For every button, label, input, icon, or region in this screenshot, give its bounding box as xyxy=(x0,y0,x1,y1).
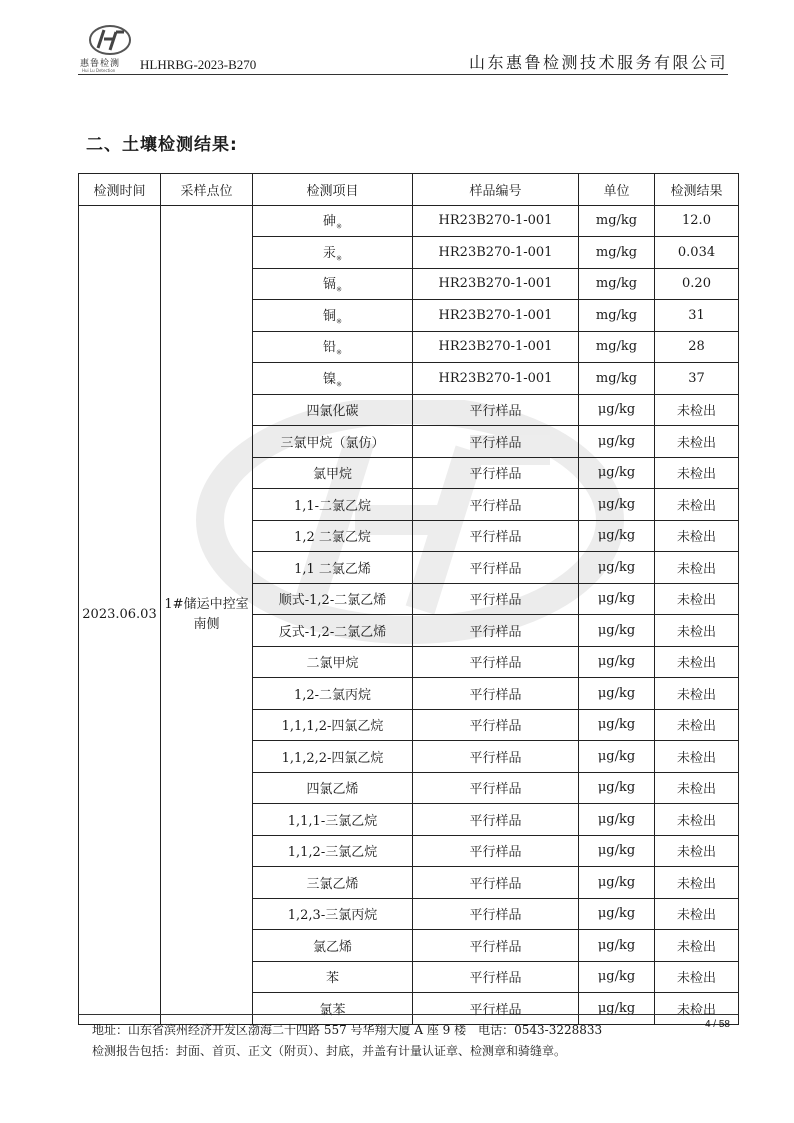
logo-english-text: Hui Lu Detection xyxy=(82,68,116,73)
result-cell: 未检出 xyxy=(655,898,739,930)
result-cell: 37 xyxy=(655,363,739,395)
test-item-cell xyxy=(253,205,413,237)
test-item-cell xyxy=(253,489,413,521)
test-item-cell xyxy=(253,741,413,773)
sample-id-cell: 平行样品 xyxy=(413,552,579,584)
result-cell: 未检出 xyxy=(655,678,739,710)
test-item-cell xyxy=(253,457,413,489)
test-item-name: 1,1,2-三氯乙烷 xyxy=(287,845,378,861)
test-item-cell xyxy=(253,772,413,804)
unit-cell: μg/kg xyxy=(579,520,655,552)
page-header xyxy=(78,22,728,74)
test-item-name: 三氯甲烷（氯仿） xyxy=(280,435,385,451)
sample-id-cell: 平行样品 xyxy=(413,678,579,710)
sample-id-cell: 平行样品 xyxy=(413,709,579,741)
test-item-cell xyxy=(253,583,413,615)
sample-id-cell: 平行样品 xyxy=(413,961,579,993)
test-item-name: 1,1,1,2-四氯乙烷 xyxy=(281,719,384,735)
sample-id-cell: 平行样品 xyxy=(413,835,579,867)
test-item-cell xyxy=(253,552,413,584)
test-item-name: 四氯乙烯 xyxy=(306,782,359,798)
column-header: 采样点位 xyxy=(161,174,253,206)
result-cell: 未检出 xyxy=(655,489,739,521)
result-cell: 未检出 xyxy=(655,394,739,426)
result-cell: 未检出 xyxy=(655,520,739,552)
unit-cell: μg/kg xyxy=(579,709,655,741)
report-number: HLHRBG-2023-B270 xyxy=(140,57,257,72)
unit-cell: μg/kg xyxy=(579,898,655,930)
result-cell: 未检出 xyxy=(655,583,739,615)
test-item-cell xyxy=(253,331,413,363)
sample-id-cell: HR23B270-1-001 xyxy=(413,363,579,395)
sample-id-cell: 平行样品 xyxy=(413,867,579,899)
test-item-name: 四氯化碳 xyxy=(306,404,359,420)
table-row xyxy=(79,205,739,237)
result-cell: 0.034 xyxy=(655,237,739,269)
test-item-name: 1,2-二氯丙烷 xyxy=(293,687,372,703)
sample-id-cell: 平行样品 xyxy=(413,646,579,678)
test-item-cell xyxy=(253,867,413,899)
test-item-name: 汞 xyxy=(323,245,337,261)
section-title: 二、土壤检测结果: xyxy=(86,135,238,155)
test-item-cell xyxy=(253,898,413,930)
table-body xyxy=(79,205,739,1024)
test-item-name: 镉 xyxy=(323,277,337,293)
result-cell: 未检出 xyxy=(655,961,739,993)
test-item-name: 氯甲烷 xyxy=(312,467,352,483)
unit-cell: mg/kg xyxy=(579,205,655,237)
test-item-name: 氯乙烯 xyxy=(312,939,352,955)
test-item-name: 镍 xyxy=(323,371,337,387)
column-header: 检测结果 xyxy=(655,174,739,206)
result-cell: 未检出 xyxy=(655,772,739,804)
sample-id-cell: HR23B270-1-001 xyxy=(413,268,579,300)
test-item-cell xyxy=(253,930,413,962)
unit-cell: mg/kg xyxy=(579,331,655,363)
test-item-cell xyxy=(253,237,413,269)
unit-cell: μg/kg xyxy=(579,772,655,804)
test-date-cell: 2023.06.03 xyxy=(79,205,161,1024)
page-footer xyxy=(78,1014,738,1058)
sample-id-cell: 平行样品 xyxy=(413,520,579,552)
test-item-name: 苯 xyxy=(325,971,339,987)
result-cell: 未检出 xyxy=(655,867,739,899)
sampling-location-cell: 1#储运中控室南侧 xyxy=(161,205,253,1024)
test-item-name: 砷 xyxy=(323,214,337,230)
test-item-name: 三氯乙烯 xyxy=(306,876,359,892)
sample-id-cell: 平行样品 xyxy=(413,457,579,489)
result-cell: 0.20 xyxy=(655,268,739,300)
header-divider xyxy=(78,74,728,75)
column-header: 检测项目 xyxy=(253,174,413,206)
unit-cell: μg/kg xyxy=(579,930,655,962)
test-item-cell xyxy=(253,394,413,426)
column-header: 样品编号 xyxy=(413,174,579,206)
unit-cell: μg/kg xyxy=(579,961,655,993)
test-item-cell xyxy=(253,268,413,300)
result-cell: 28 xyxy=(655,331,739,363)
result-cell: 未检出 xyxy=(655,426,739,458)
sample-id-cell: 平行样品 xyxy=(413,772,579,804)
test-item-cell xyxy=(253,426,413,458)
column-header: 单位 xyxy=(579,174,655,206)
unit-cell: mg/kg xyxy=(579,237,655,269)
test-item-name: 1,1-二氯乙烷 xyxy=(293,498,372,514)
result-cell: 未检出 xyxy=(655,804,739,836)
unit-cell: μg/kg xyxy=(579,615,655,647)
unit-cell: μg/kg xyxy=(579,583,655,615)
test-item-name: 1,1,1-三氯乙烷 xyxy=(287,813,378,829)
accreditation-mark: ※ xyxy=(336,286,342,295)
test-item-cell xyxy=(253,300,413,332)
unit-cell: μg/kg xyxy=(579,489,655,521)
unit-cell: mg/kg xyxy=(579,300,655,332)
sample-id-cell: HR23B270-1-001 xyxy=(413,237,579,269)
unit-cell: μg/kg xyxy=(579,835,655,867)
test-item-cell xyxy=(253,835,413,867)
test-item-cell xyxy=(253,646,413,678)
test-item-name: 1,1,2,2-四氯乙烷 xyxy=(281,750,384,766)
unit-cell: μg/kg xyxy=(579,457,655,489)
test-item-name: 1,2,3-三氯丙烷 xyxy=(287,908,378,924)
result-cell: 未检出 xyxy=(655,930,739,962)
test-item-name: 铅 xyxy=(323,340,337,356)
test-item-name: 反式-1,2-二氯乙烯 xyxy=(278,624,387,640)
test-item-cell xyxy=(253,709,413,741)
sample-id-cell: HR23B270-1-001 xyxy=(413,205,579,237)
result-cell: 未检出 xyxy=(655,615,739,647)
footer-address: 地址：山东省滨州经济开发区渤海二十四路 557 号华翔大厦 A 座 9 楼 电话：0543-3228833 xyxy=(92,1023,603,1037)
unit-cell: μg/kg xyxy=(579,741,655,773)
test-item-name: 铜 xyxy=(323,308,337,324)
test-item-name: 氯苯 xyxy=(319,1002,346,1018)
sample-id-cell: 平行样品 xyxy=(413,426,579,458)
unit-cell: μg/kg xyxy=(579,646,655,678)
unit-cell: μg/kg xyxy=(579,867,655,899)
test-item-name: 二氯甲烷 xyxy=(306,656,359,672)
test-item-cell xyxy=(253,615,413,647)
sample-id-cell: 平行样品 xyxy=(413,583,579,615)
accreditation-mark: ※ xyxy=(336,254,342,263)
sample-id-cell: 平行样品 xyxy=(413,898,579,930)
sample-id-cell: 平行样品 xyxy=(413,489,579,521)
unit-cell: μg/kg xyxy=(579,426,655,458)
unit-cell: mg/kg xyxy=(579,363,655,395)
result-cell: 未检出 xyxy=(655,457,739,489)
sample-id-cell: 平行样品 xyxy=(413,804,579,836)
unit-cell: μg/kg xyxy=(579,804,655,836)
sample-id-cell: 平行样品 xyxy=(413,930,579,962)
table-header-row xyxy=(79,174,739,206)
unit-cell: mg/kg xyxy=(579,268,655,300)
result-cell: 31 xyxy=(655,300,739,332)
test-item-cell xyxy=(253,804,413,836)
sample-id-cell: HR23B270-1-001 xyxy=(413,300,579,332)
soil-results-table xyxy=(78,173,739,1025)
result-cell: 未检出 xyxy=(655,835,739,867)
sample-id-cell: 平行样品 xyxy=(413,394,579,426)
sample-id-cell: 平行样品 xyxy=(413,993,579,1025)
result-cell: 未检出 xyxy=(655,993,739,1025)
result-cell: 12.0 xyxy=(655,205,739,237)
sample-id-cell: 平行样品 xyxy=(413,741,579,773)
accreditation-mark: ※ xyxy=(336,223,342,232)
test-item-name: 1,2 二氯乙烷 xyxy=(294,530,371,546)
accreditation-mark: ※ xyxy=(336,380,342,389)
footer-report-contents: 检测报告包括：封面、首页、正文（附页）、封底，并盖有计量认证章、检测章和骑缝章。 xyxy=(92,1044,567,1058)
column-header: 检测时间 xyxy=(79,174,161,206)
test-item-cell xyxy=(253,993,413,1025)
unit-cell: μg/kg xyxy=(579,993,655,1025)
accreditation-mark: ※ xyxy=(336,349,342,358)
result-cell: 未检出 xyxy=(655,741,739,773)
accreditation-mark: ※ xyxy=(336,317,342,326)
logo-text: 惠鲁检测 xyxy=(80,59,121,69)
result-cell: 未检出 xyxy=(655,552,739,584)
test-item-name: 顺式-1,2-二氯乙烯 xyxy=(278,593,387,609)
unit-cell: μg/kg xyxy=(579,678,655,710)
company-name: 山东惠鲁检测技术服务有限公司 xyxy=(468,53,728,72)
unit-cell: μg/kg xyxy=(579,552,655,584)
test-item-cell xyxy=(253,678,413,710)
page-number: 4 / 58 xyxy=(704,1019,730,1030)
result-cell: 未检出 xyxy=(655,646,739,678)
test-item-cell xyxy=(253,961,413,993)
sample-id-cell: HR23B270-1-001 xyxy=(413,331,579,363)
test-item-cell xyxy=(253,520,413,552)
result-cell: 未检出 xyxy=(655,709,739,741)
test-item-cell xyxy=(253,363,413,395)
unit-cell: μg/kg xyxy=(579,394,655,426)
test-item-name: 1,1 二氯乙烯 xyxy=(294,561,371,577)
sample-id-cell: 平行样品 xyxy=(413,615,579,647)
